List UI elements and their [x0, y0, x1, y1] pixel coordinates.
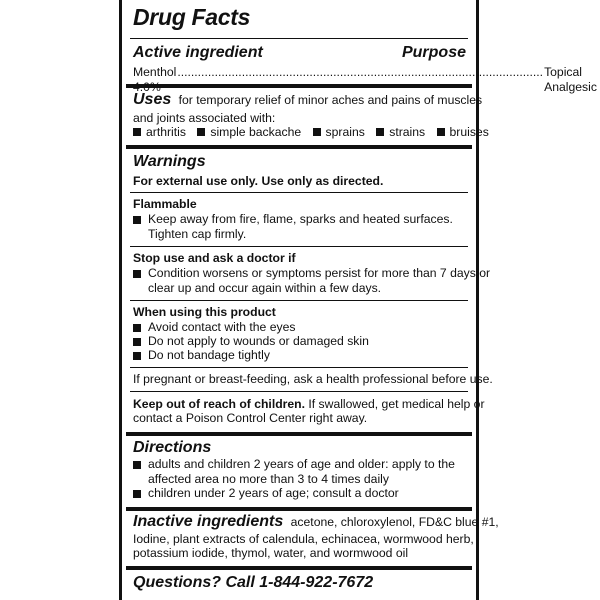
section-divider — [126, 566, 472, 570]
when-using-item: Do not apply to wounds or damaged skin — [133, 334, 369, 349]
uses-line1 — [133, 93, 482, 108]
inactive-heading: Inactive ingredients — [133, 513, 284, 530]
purpose-heading: Purpose — [401, 44, 466, 61]
divider — [130, 391, 468, 392]
inactive-text-2: Iodine, plant extracts of calendula, echinacea, wormwood herb, — [133, 532, 474, 546]
keep-out-line2: contact a Poison Control Center right away. — [133, 411, 368, 425]
section-divider — [126, 432, 472, 436]
divider — [130, 38, 468, 39]
uses-text-2: and joints associated with: — [133, 111, 276, 125]
drug-facts-panel — [119, 0, 597, 600]
uses-item: simple backache — [197, 125, 301, 139]
divider — [130, 192, 468, 193]
uses-text-1: for temporary relief of minor aches and pains of muscles — [178, 93, 483, 107]
stop-use-item: Condition worsens or symptoms persist for more than 7 days or clear up and occur again within a few days. — [133, 266, 490, 295]
section-divider — [126, 507, 472, 511]
divider — [130, 246, 468, 247]
when-using-item: Avoid contact with the eyes — [133, 320, 295, 335]
uses-heading: Uses — [133, 91, 172, 108]
divider — [130, 300, 468, 301]
inactive-text-1: acetone, chloroxylenol, FD&C blue #1, — [290, 515, 499, 529]
inactive-text-3: potassium iodide, thymol, water, and wormwood oil — [133, 546, 409, 560]
external-use-text: For external use only. Use only as directed. — [133, 174, 384, 188]
active-ingredient-value: Menthol — [133, 65, 177, 79]
leader-dots: ............................................................................................................ — [177, 65, 544, 79]
section-divider — [126, 84, 472, 88]
inactive-line1 — [133, 515, 499, 530]
directions-item: children under 2 years of age; consult a doctor — [133, 486, 399, 501]
purpose-value: Topical Analgesic — [544, 65, 597, 94]
pregnant-text: If pregnant or breast-feeding, ask a health professional before use. — [133, 372, 493, 386]
when-using-item: Do not bandage tightly — [133, 348, 270, 363]
directions-heading: Directions — [133, 439, 212, 456]
when-using-heading: When using this product — [133, 305, 276, 319]
uses-item: arthritis — [133, 125, 186, 139]
section-divider — [126, 145, 472, 149]
keep-out-bold: Keep out of reach of children. — [133, 397, 305, 411]
warnings-heading: Warnings — [133, 153, 206, 170]
uses-item: bruises — [437, 125, 489, 139]
active-ingredient-heading: Active ingredient — [133, 44, 263, 61]
uses-item: strains — [376, 125, 425, 139]
directions-item: adults and children 2 years of age and older: apply to the affected area no more than 3 to 4 times daily — [133, 457, 455, 486]
uses-item: sprains — [313, 125, 365, 139]
drug-facts-title: Drug Facts — [133, 4, 251, 30]
flammable-item: Keep away from fire, flame, sparks and heated surfaces. Tighten cap firmly. — [133, 212, 453, 241]
active-ingredient-row — [133, 65, 597, 94]
stop-use-heading: Stop use and ask a doctor if — [133, 251, 296, 265]
keep-out-line1 — [133, 397, 485, 412]
uses-items — [133, 125, 497, 140]
divider — [130, 367, 468, 368]
keep-out-rest: If swallowed, get medical help or — [308, 397, 485, 411]
flammable-heading: Flammable — [133, 197, 197, 211]
questions-text: Questions? Call 1-844-922-7672 — [133, 574, 374, 591]
